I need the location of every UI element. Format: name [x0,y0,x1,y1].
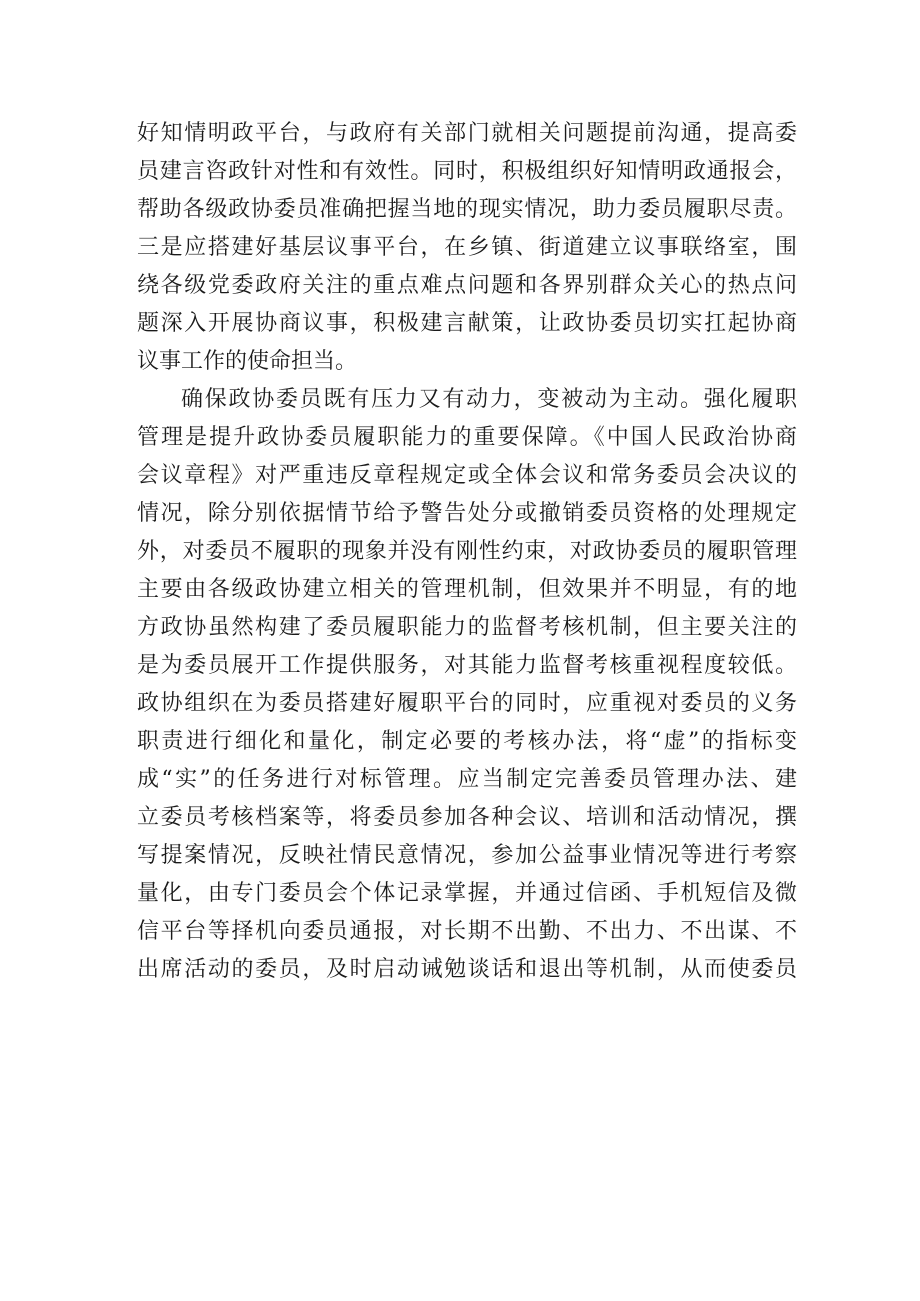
text-line: 政协组织在为委员搭建好履职平台的同时，应重视对委员的义务 [137,691,797,716]
text-line: 写提案情况，反映社情民意情况，参加公益事业情况等进行考察 [137,843,797,868]
text-line: 是为委员展开工作提供服务，对其能力监督考核重视程度较低。 [137,653,797,678]
body-text [137,115,797,989]
text-line: 情况，除分别依据情节给予警告处分或撤销委员资格的处理规定 [137,501,797,526]
text-line: 绕各级党委政府关注的重点难点问题和各界别群众关心的热点问 [137,273,797,298]
text-line: 主要由各级政协建立相关的管理机制，但效果并不明显，有的地 [137,577,797,602]
text-line: 三是应搭建好基层议事平台，在乡镇、街道建立议事联络室，围 [137,235,797,260]
text-line: 立委员考核档案等，将委员参加各种会议、培训和活动情况，撰 [137,805,797,830]
text-line: 量化，由专门委员会个体记录掌握，并通过信函、手机短信及微 [137,881,797,906]
text-line: 帮助各级政协委员准确把握当地的现实情况，助力委员履职尽责。 [137,197,797,222]
text-line: 题深入开展协商议事，积极建言献策，让政协委员切实扛起协商 [137,311,797,336]
text-line: 职责进行细化和量化，制定必要的考核办法，将“虚”的指标变 [137,729,797,754]
text-line: 议事工作的使命担当。 [137,349,358,374]
text-line: 成“实”的任务进行对标管理。应当制定完善委员管理办法、建 [137,767,797,792]
text-line: 会议章程》对严重违反章程规定或全体会议和常务委员会决议的 [137,463,797,488]
text-line: 出席活动的委员，及时启动诫勉谈话和退出等机制，从而使委员 [137,957,797,982]
text-line: 确保政协委员既有压力又有动力，变被动为主动。强化履职 [181,387,797,412]
text-line: 管理是提升政协委员履职能力的重要保障。《中国人民政治协商 [137,425,797,450]
text-line: 信平台等择机向委员通报，对长期不出勤、不出力、不出谋、不 [137,919,797,944]
text-line: 方政协虽然构建了委员履职能力的监督考核机制，但主要关注的 [137,615,797,640]
text-line: 员建言咨政针对性和有效性。同时，积极组织好知情明政通报会， [137,159,797,184]
text-line: 好知情明政平台，与政府有关部门就相关问题提前沟通，提高委 [137,121,797,146]
text-line: 外，对委员不履职的现象并没有刚性约束，对政协委员的履职管理 [137,539,797,564]
